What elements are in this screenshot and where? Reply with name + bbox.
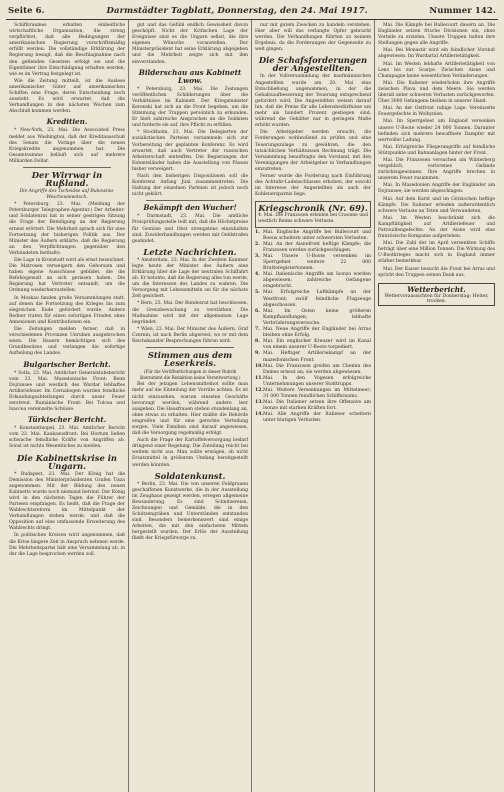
heading-inserat: Bekämpft den Wucher!: [143, 203, 237, 213]
chronik-item: 6. Mai. Im Osten keine größeren Kampfhandlungen; lebhafte Verbrüderungsversuche.: [255, 308, 371, 326]
heading-tuerkischer-bericht: Türkischer Bericht.: [27, 415, 107, 425]
heading-kabinettskrise-ungarn: Die Kabinettskrise in Ungarn.: [17, 452, 117, 471]
masthead: [6, 4, 498, 20]
heading-schafsforderungen: Die Schafsforderungen der Angestellten.: [258, 55, 368, 74]
heading-stimmen-leserkreis: Stimmen aus dem Leserkreis.: [147, 350, 233, 369]
divider: [23, 167, 111, 168]
column-4: Mai. Die Kämpfe bei Bullecourt dauern an. Die Engländer setzen frische Divisionen ein, ohne Vorteile zu erzielen. Unsere Truppen halten ihre Stellungen gegen alle Angriffe. Mai. Bei Monastir wird ein feindlicher Vorstoß abgewiesen. Im Wardartal Artillerietätigkeit. Mai. Im Westen lebhafte Artillerietätigkeit von Lens bis zur Scarpe. Zwischen Aisne und Champagne keine wesentlichen Veränderungen. Mai. Die Italiener wiederholen ihre Angriffe zwischen Plava und dem Meere. Sie werden überall unter schweren Verlusten zurückgeworfen. Über 3000 Gefangene bleiben in unserer Hand. Mai. An der Ostfront ruhige Lage. Vereinzelte Feuergefechte in Wolhynien. Mai. Im Sperrgebiet um England versenken unsere U-Boote wieder 24 000 Tonnen. Darunter befinden sich mehrere bewaffnete Dampfer mit wertvoller Ladung. Mai. Erfolgreiche Fliegerangriffe auf feindliche Stützpunkte und Bahnanlagen hinter der Front. Mai. Die Franzosen versuchen am Winterberg vergeblich, verlorenes Gelände zurückzugewinnen. Ihre Angriffe brechen in unserem Feuer zusammen. Mai. In Mazedonien Angriffe der Engländer am Dojransee; sie werden abgeschlagen. Mai. Auf dem Karst und im Görzischen heftige Kämpfe. Die Italiener erleiden außerordentlich schwere Verluste an Toten und Verwundeten. Mai. Im Westen beschränkt sich die Kampftätigkeit auf Artilleriefeuer und Patrouillengefechte. An der Aisne wird eine französische Kompanie aufgerieben. Mai. Die Zahl der im April versenkten Schiffe beträgt über eine Million Tonnen. Die Wirkung des U-Bootkrieges macht sich in England immer stärker bemerkbar. Mai. Der Kaiser besucht die Front bei Arras und spricht den Truppen seinen Dank aus. Wetterbericht. Wettervoraussichten für Donnerstag: Heiter, trocken.: [378, 23, 495, 304]
column-2: gut und das Gefühl endlich Gewissheit davon geschöpft. Nicht der Kritischen Lage der Ereignisse sind es die Ungarn selbst, die ihre eigenen Wünsche voranstellen. Der Ministerpräsident hat seine Erklärung abgegeben und die Mehrheit zeigte sich mit ihm einverstanden. Bilderschau aus Kabinett Lwow. * Petersburg, 23. Mai. Die Zeitungen veröffentlichen Schilderungen über die Verhältnisse im Kabinett. Der Kriegsminister Kerenski hat sich an die Front begeben, um die Stimmung der Truppen persönlich zu erkunden. Er hielt zahlreiche Ansprachen an die Soldaten und forderte sie auf, ihre Pflicht zu erfüllen. * Stockholm, 23. Mai. Die Delegierten der sozialistischen Parteien versammeln sich zur Vorbereitung der geplanten Konferenz. Es wird erwartet, daß auch Vertreter der russischen Arbeiterschaft eintreffen. Die Regierungen der Ententeländer haben die Ausstellung von Pässen bisher verweigert. Nach den bisherigen Dispositionen soll die Konferenz Anfang Juni zusammentreten. Die Haltung der einzelnen Parteien ist jedoch noch nicht geklärt. Bekämpft den Wucher! * Darmstadt, 23. Mai. Die amtliche Preisprüfungsstelle teilt mit, daß die Höchstpreise für Gemüse und Obst strengstens einzuhalten sind. Zuwiderhandlungen werden mit Geldstrafen geahndet. Letzte Nachrichten. * Amsterdam, 23. Mai. In der Zweiten Kammer legte heute der Minister des Äußern eine Erklärung über die Lage der neutralen Schiffahrt ab. Er betonte, daß die Regierung alles tun werde, um die Interessen des Landes zu wahren. Die Versorgung mit Lebensmitteln sei für die nächste Zeit gesichert. * Bern, 23. Mai. Der Bundesrat hat beschlossen, die Grenzbewachung zu verstärken. Die Maßnahme wird mit der allgemeinen Lage begründet. * Wien, 23. Mai. Der Minister des Äußern, Graf Czernin, ist nach Berlin abgereist, wo er mit dem Reichskanzler Besprechungen führen wird. Stimmen aus dem Leserkreis. (Für die Veröffentlichungen in dieser Rubrik übernimmt die Redaktion keine Verantwortung.) Bei der jetzigen Lebensmittelnot sollte man mehr auf die Einteilung der Vorräte achten. Es ist nicht einzusehen, warum einzelne Geschäfte bevorzugt werden, während andere leer ausgehen. Die Hausfrauen stehen stundenlang an, ohne etwas zu erhalten. Hier müßte die Behörde eingreifen und für eine gerechte Verteilung sorgen. Viele Familien sind darauf angewiesen, daß die Versorgung regelmäßig erfolgt. Auch die Frage der Kartoffelversorgung bedarf dringend einer Regelung. Die Zuteilung reicht bei weitem nicht aus. Man sollte erwägen, ob nicht Ersatzmittel in größerem Umfang bereitgestellt werden könnten. Soldatenkunst. * Berlin, 23. Mai. Die von unseren Feldgrauen geschaffenen Kunstwerke, die in der Ausstellung im Zeughaus gezeigt werden, erregen allgemeine Bewunderung. Es sind Schnitzereien, Zeichnungen und Gemälde, die in den Schützengräben und Unterständen entstanden sind. Besonders bemerkenswert sind einige Arbeiten, die mit den einfachsten Mitteln hergestellt wurden. Der Erlös der Ausstellung fließt der Kriegsfürsorge zu.: [129, 20, 252, 792]
page-number: Seite 6.: [8, 6, 45, 16]
issue-number: Nummer 142.: [429, 6, 496, 16]
heading-kreditien: Kreditien.: [46, 117, 88, 127]
chronik-item: 3. Mai. Unsere U-Boote versenken im Sperrgebiet weitere 22 000 Bruttoregistertonnen.: [255, 253, 371, 272]
chronik-item: 11. Mai. In den Vogesen erfolgreiche Unternehmungen unserer Stoßtrupps.: [255, 375, 371, 387]
chronik-item: 7. Mai. Neue Angriffe der Engländer bei Arras bleiben ohne Erfolg.: [255, 327, 371, 339]
chronik-item: 10. Mai. Die Franzosen greifen am Chemin des Dames erneut an; sie werden abgewiesen.: [255, 363, 371, 375]
column-3: nur mit gutem Zwecken zu handeln verstehen. Hier aber will das verlangte Opfer gebracht werden. Die Verhandlungen führten zu keinem Ergebnis, da die Forderungen der Gegenseite zu weit gingen. Die Schafsforderungen der Angestellten. In der Vollversammlung der kaufmännischen Angestellten wurde am 20. Mai eine Entschließung angenommen, in der die Gehaltsaufbesserung der Teuerung entsprechend gefordert wird. Die Angestellten weisen darauf hin, daß die Preise für alle Lebensbedürfnisse um mehr als hundert Prozent gestiegen sind, während die Gehälter nur in geringem Maße erhöht wurden. Die Arbeitgeber werden ersucht, die Forderungen wohlwollend zu prüfen und eine Teuerungszulage zu gewähren, die den tatsächlichen Verhältnissen Rechnung trägt. Die Versammlung beauftragte den Vorstand, mit den Vereinigungen der Arbeitgeber in Verhandlungen einzutreten. Ferner wurde die Forderung nach Einführung des Achtuhr-Ladenschlusses erhoben, der sowohl im Interesse der Angestellten als auch der Kohlenersparnis liege. Kriegschronik (Nr. 69). 4. Mai. Die Franzosen erleiden bei Craonne und westlich Reims schwere Verluste. 1. Mai. Englische Angriffe bei Bullecourt und Roeux scheitern unter schwersten Verlusten. 2. Mai. An der Aisnefront heftige Kämpfe; die Franzosen werden zurückgeschlagen. 3. Mai. Unsere U-Boote versenken im Sperrgebiet weitere 22 000 Bruttoregistertonnen. 4. Mai. Italienische Angriffe am Isonzo werden abgewiesen; zahlreiche Gefangene eingebracht. 5. Mai. Erfolgreiche Luftkämpfe an der Westfront; zwölf feindliche Flugzeuge abgeschossen. 6. Mai. Im Osten keine größeren Kampfhandlungen; lebhafte Verbrüderungsversuche. 7. Mai. Neue Angriffe der Engländer bei Arras bleiben ohne Erfolg. 8. Mai. Ein englischer Kreuzer wird im Kanal von einem unserer U-Boote torpediert. 9. Mai. Heftiger Artilleriekampf an der mazedonischen Front. 10. Mai. Die Franzosen greifen am Chemin des Dames erneut an; sie werden abgewiesen. 11. Mai. In den Vogesen erfolgreiche Unternehmungen unserer Stoßtrupps. 12. Mai. Weitere Versenkungen im Mittelmeer; 31 000 Tonnen feindlichen Schiffsraums. 13. Mai. Die Italiener setzen ihre Offensive am Isonzo mit starken Kräften fort. 14. Mai. Alle Angriffe der Italiener scheitern unter blutigen Verlusten.: [252, 20, 375, 792]
wetterbericht-box: [378, 283, 495, 306]
chronik-item: 2. Mai. An der Aisnefront heftige Kämpfe; die Franzosen werden zurückgeschlagen.: [255, 241, 371, 253]
heading-wirrwar-russland: Der Wirrwar in Rußland.: [31, 169, 103, 188]
newspaper-dateline: Darmstädter Tagblatt, Donnerstag, den 24. Mai 1917.: [106, 6, 368, 16]
chronik-item: 9. Mai. Heftiger Artilleriekampf an der mazedonischen Front.: [255, 351, 371, 363]
column-1: Schiffsraumes erhalten einheitliche wirtschaftliche Organisation, die streng verpflichtet, daß alle Bedingungen der amerikanischen Regierung vorschriftsmäßig erfüllt werden. Die vollständige Erklärung der Regierung besagt, daß die Beschlagnahme nach den geltenden Gesetzen erfolgt sei und die Eigentümer ihre Entschädigung erhalten werden, wie es im Vertrag festgelegt ist. Wie die Zeitung mitteilt, ist die Auslese amerikanischer Güter auf amerikanischen Schiffen eine Frage, deren Entscheidung noch aussteht. Es wird erwartet, daß die Verhandlungen in den nächsten Wochen zum Abschluß kommen werden. Kreditien. * New-York, 23. Mai. Die Associated Press meldet aus Washington, daß der Kreditausschuß des Senats die Vorlage über die neuen Kriegskredite angenommen hat. Die Gesamtsumme beläuft sich auf mehrere Milliarden Dollar. Der Wirrwar in Rußland. Die Angriffe des Tscheidse auf Bukowina-Weschewiewitsch. * Petersburg, 23. Mai. (Meldung der Petersburger Telegraphen-Agentur.) Der Arbeiter- und Soldatenrat hat in seiner gestrigen Sitzung die Frage der Beteiligung an der Regierung erneut erörtert. Die Mehrheit sprach sich für eine Fortsetzung der bisherigen Politik aus. Der Minister des Äußern erklärte, daß die Regierung an den Verpflichtungen gegenüber den Verbündeten festhalte. Die Lage in Kronstadt wird als ernst bezeichnet. Die Matrosen verweigern den Gehorsam und haben eigene Ausschüsse gebildet, die die Befehlsgewalt an sich gerissen haben. Die Regierung hat Vertreter entsandt, um die Ordnung wiederherzustellen. In Moskau fanden große Versammlungen statt, auf denen die Fortsetzung des Krieges bis zum siegreichen Ende gefordert wurde. Andere Redner traten für einen sofortigen Frieden ohne Annexionen und Kontributionen ein. Die Zeitungen melden ferner, daß in verschiedenen Provinzen Unruhen ausgebrochen seien. Die Bauern bemächtigen sich des Grundbesitzes und verlangen die sofortige Aufteilung des Landes. Bulgarischer Bericht. * Sofia, 23. Mai. Amtlicher Generalstabsbericht vom 23. Mai. Mazedonische Front: Beim Dojransee und westlich des Wardar lebhaftes Artilleriefeuer. Im Cernabogen wurden feindliche Erkundungsabteilungen durch unser Feuer zerstreut. Rumänische Front: Bei Tulcea und Isaccea vereinzelte Schüsse. Türkischer Bericht. * Konstantinopel, 23. Mai. Amtlicher Bericht vom 22. Mai. Kaukasusfront: Bei Hortum ließen schwache feindliche Kräfte von Angriffen ab. Sonst ist nichts Wesentliches zu melden. Die Kabinettskrise in Ungarn. * Budapest, 23. Mai. Der König hat die Demission des Ministerpräsidenten Grafen Tisza angenommen. Mit der Bildung des neuen Kabinetts wurde noch niemand betraut. Der König wird in den nächsten Tagen die Führer der Parteien empfangen. Es heißt, daß die Frage der Wahlrechtsreform im Mittelpunkt der Verhandlungen stehen werde, und daß die Opposition auf eine umfassende Erweiterung des Wahlrechts dringt. In politischen Kreisen wird angenommen, daß die Krise längere Zeit in Anspruch nehmen werde. Die Mehrheitspartei hält eine Versammlung ab, in der die Lage besprochen werden soll.: [6, 20, 129, 792]
divider: [146, 200, 234, 201]
heading-wetterbericht: Wetterbericht.: [407, 284, 466, 294]
chronik-item: 13. Mai. Die Italiener setzen ihre Offensive am Isonzo mit starken Kräften fort.: [255, 400, 371, 412]
chronik-item: 4. Mai. Italienische Angriffe am Isonzo werden abgewiesen; zahlreiche Gefangene eingebracht.: [255, 272, 371, 290]
weather-forecast: Wettervoraussichten für Donnerstag: Heiter, trocken.: [384, 293, 489, 304]
heading-bulgarischer-bericht: Bulgarischer Bericht.: [23, 359, 111, 369]
chronik-item: 8. Mai. Ein englischer Kreuzer wird im Kanal von einem unserer U-Boote torpediert.: [255, 339, 371, 351]
disclaimer: (Für die Veröffentlichungen in dieser Rubrik übernimmt die Redaktion keine Verantwortung.): [139, 369, 241, 381]
divider: [146, 347, 234, 348]
chronik-item: 12. Mai. Weitere Versenkungen im Mittelmeer; 31 000 Tonnen feindlichen Schiffsraums.: [255, 387, 371, 400]
kriegschronik-box: Kriegschronik (Nr. 69). 4. Mai. Die Franzosen erleiden bei Craonne und westlich Reims schwere Verluste.: [255, 201, 371, 227]
heading-letzte-nachrichten: Letzte Nachrichten.: [143, 246, 237, 257]
chronik-item: 14. Mai. Alle Angriffe der Italiener scheitern unter blutigen Verlusten.: [255, 412, 371, 424]
heading-bilderschau: Bilderschau aus Kabinett Lwow.: [138, 67, 242, 85]
heading-kriegschronik: Kriegschronik (Nr. 69).: [258, 203, 368, 214]
heading-soldatenkunst: Soldatenkunst.: [154, 470, 226, 481]
subheading: Die Angriffe des Tscheidse auf Bukowina-Weschewiewitsch.: [19, 188, 115, 201]
chronik-item: 5. Mai. Erfolgreiche Luftkämpfe an der Westfront; zwölf feindliche Flugzeuge abgeschossen.: [255, 290, 371, 308]
chronik-item: 1. Mai. Englische Angriffe bei Bullecourt und Roeux scheitern unter schwersten Verlusten.: [255, 229, 371, 241]
